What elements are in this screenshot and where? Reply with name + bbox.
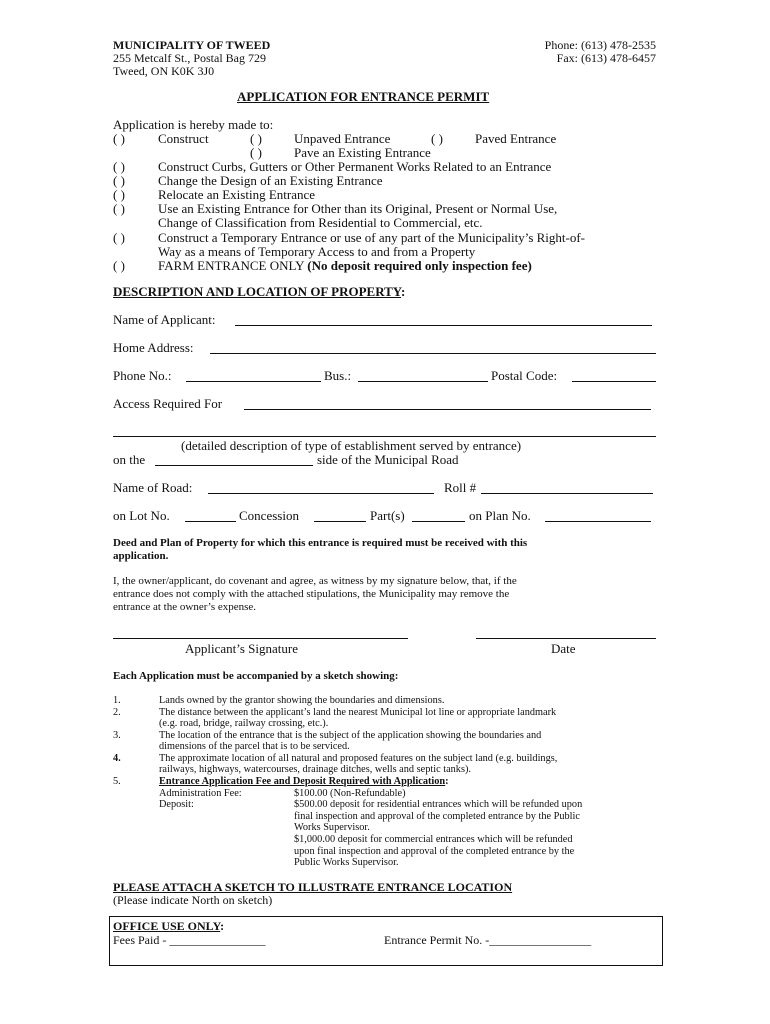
address-line-2: Tweed, ON K0K 3J0 (113, 64, 215, 78)
residential-deposit-line3: Works Supervisor. (294, 822, 370, 833)
fees-paid-field[interactable]: Fees Paid - ________________ (113, 933, 266, 947)
option-temporary-line1: Construct a Temporary Entrance or use of any part of the Municipality’s Right-of- (158, 230, 586, 245)
form-title: APPLICATION FOR ENTRANCE PERMIT (237, 89, 490, 104)
municipality-name: MUNICIPALITY OF TWEED (113, 38, 271, 52)
item-number-3: 3. (113, 730, 121, 741)
deed-line-2: application. (113, 550, 169, 562)
lot-label: on Lot No. (113, 508, 170, 523)
road-side-field[interactable] (155, 465, 313, 466)
deposit-label: Deposit: (159, 799, 194, 810)
permit-number-field[interactable]: Entrance Permit No. -_________________ (384, 933, 592, 947)
checkbox-temporary[interactable]: ( ) (113, 230, 125, 245)
item-number-2: 2. (113, 707, 121, 718)
fax-number: Fax: (613) 478-6457 (556, 51, 656, 65)
on-the-label: on the (113, 452, 146, 467)
sketch-item-2-line2: (e.g. road, bridge, railway crossing, etc.). (159, 718, 329, 729)
option-unpaved: Unpaved Entrance (294, 131, 391, 146)
fee-heading-colon: : (445, 776, 449, 787)
option-curbs: Construct Curbs, Gutters or Other Permanent Works Related to an Entrance (158, 159, 552, 174)
checkbox-design[interactable]: ( ) (113, 173, 125, 188)
sketch-heading: Each Application must be accompanied by a sketch showing: (113, 670, 399, 682)
item-number-5: 5. (113, 776, 121, 787)
intro-text: Application is hereby made to: (113, 117, 274, 132)
bus-field[interactable] (358, 381, 488, 382)
residential-deposit-line2: final inspection and approval of the completed entrance by the Public (294, 811, 580, 822)
roll-label: Roll # (444, 480, 477, 495)
home-address-label: Home Address: (113, 340, 194, 355)
phone-number: Phone: (613) 478-2535 (544, 38, 656, 52)
deed-line-1: Deed and Plan of Property for which this entrance is required must be received with this (113, 537, 528, 549)
checkbox-farm[interactable]: ( ) (113, 258, 125, 273)
phone-label: Phone No.: (113, 368, 172, 383)
access-required-label: Access Required For (113, 396, 223, 411)
access-required-field[interactable] (244, 409, 651, 410)
fee-heading: Entrance Application Fee and Deposit Required with Application (159, 776, 446, 787)
residential-deposit-line1: $500.00 deposit for residential entrances which will be refunded upon (294, 799, 583, 810)
office-use-heading-colon: : (220, 919, 225, 933)
attach-sketch-note: (Please indicate North on sketch) (113, 893, 273, 907)
roll-field[interactable] (481, 493, 653, 494)
date-label: Date (551, 641, 576, 656)
access-description-field[interactable] (113, 436, 656, 437)
postal-code-label: Postal Code: (491, 368, 558, 383)
sketch-item-1: Lands owned by the grantor showing the boundaries and dimensions. (159, 695, 445, 706)
sketch-item-4-line2: railways, highways, watercourses, drainage ditches, wells and septic tanks). (159, 764, 471, 775)
checkbox-paved[interactable]: ( ) (431, 131, 443, 146)
road-name-label: Name of Road: (113, 480, 193, 495)
checkbox-use[interactable]: ( ) (113, 201, 125, 216)
side-label: side of the Municipal Road (317, 452, 459, 467)
postal-code-field[interactable] (572, 381, 656, 382)
lot-field[interactable] (185, 521, 236, 522)
checkbox-curbs[interactable]: ( ) (113, 159, 125, 174)
item-number-4: 4. (113, 753, 121, 764)
option-temporary-line2: Way as a means of Temporary Access to and from a Property (158, 244, 476, 259)
option-farm: FARM ENTRANCE ONLY (158, 258, 305, 273)
covenant-line-1: I, the owner/applicant, do covenant and agree, as witness by my signature below, that, if the (113, 575, 517, 587)
checkbox-construct[interactable]: ( ) (113, 131, 125, 146)
property-heading: DESCRIPTION AND LOCATION OF PROPERTY (113, 284, 401, 299)
commercial-deposit-line1: $1,000.00 deposit for commercial entrances which will be refunded (294, 834, 573, 845)
parts-field[interactable] (412, 521, 465, 522)
applicant-label: Name of Applicant: (113, 312, 216, 327)
option-paved: Paved Entrance (475, 131, 557, 146)
sketch-item-3-line2: dimensions of the parcel that is to be serviced. (159, 741, 350, 752)
attach-sketch-heading: PLEASE ATTACH A SKETCH TO ILLUSTRATE ENTRANCE LOCATION (113, 880, 513, 894)
commercial-deposit-line3: Public Works Supervisor. (294, 857, 399, 868)
option-design: Change the Design of an Existing Entrance (158, 173, 383, 188)
description-hint: (detailed description of type of establishment served by entrance) (181, 438, 522, 453)
checkbox-unpaved[interactable]: ( ) (250, 131, 262, 146)
concession-field[interactable] (314, 521, 366, 522)
checkbox-pave-existing[interactable]: ( ) (250, 145, 262, 160)
option-farm-note: (No deposit required only inspection fee) (307, 258, 532, 273)
parts-label: Part(s) (370, 508, 405, 523)
option-relocate: Relocate an Existing Entrance (158, 187, 316, 202)
option-construct: Construct (158, 131, 209, 146)
covenant-line-2: entrance does not comply with the attached stipulations, the Municipality may remove the (113, 588, 510, 600)
plan-label: on Plan No. (469, 508, 531, 523)
item-number-1: 1. (113, 695, 121, 706)
applicant-name-field[interactable] (235, 325, 652, 326)
plan-field[interactable] (545, 521, 651, 522)
phone-field[interactable] (186, 381, 321, 382)
address-line-1: 255 Metcalf St., Postal Bag 729 (113, 51, 266, 65)
sketch-item-2-line1: The distance between the applicant’s land the nearest Municipal lot line or appropriate landmark (159, 707, 557, 718)
covenant-line-3: entrance at the owner’s expense. (113, 601, 257, 613)
option-pave-existing: Pave an Existing Entrance (294, 145, 431, 160)
signature-label: Applicant’s Signature (185, 641, 299, 656)
office-use-heading: OFFICE USE ONLY (113, 919, 221, 933)
admin-fee-value: $100.00 (Non-Refundable) (294, 788, 406, 799)
home-address-field[interactable] (210, 353, 656, 354)
concession-label: Concession (239, 508, 299, 523)
bus-label: Bus.: (324, 368, 352, 383)
property-heading-colon: : (401, 284, 406, 299)
signature-field[interactable] (113, 638, 408, 639)
checkbox-relocate[interactable]: ( ) (113, 187, 125, 202)
admin-fee-label: Administration Fee: (159, 788, 242, 799)
sketch-item-4-line1: The approximate location of all natural and proposed features on the subject land (e.g. buildings, (159, 753, 558, 764)
commercial-deposit-line2: upon final inspection and approval of the completed entrance by the (294, 846, 575, 857)
sketch-item-3-line1: The location of the entrance that is the subject of the application showing the boundaries and (159, 730, 542, 741)
road-name-field[interactable] (208, 493, 434, 494)
option-use-line1: Use an Existing Entrance for Other than its Original, Present or Normal Use, (158, 201, 558, 216)
date-field[interactable] (476, 638, 656, 639)
option-use-line2: Change of Classification from Residential to Commercial, etc. (158, 215, 483, 230)
